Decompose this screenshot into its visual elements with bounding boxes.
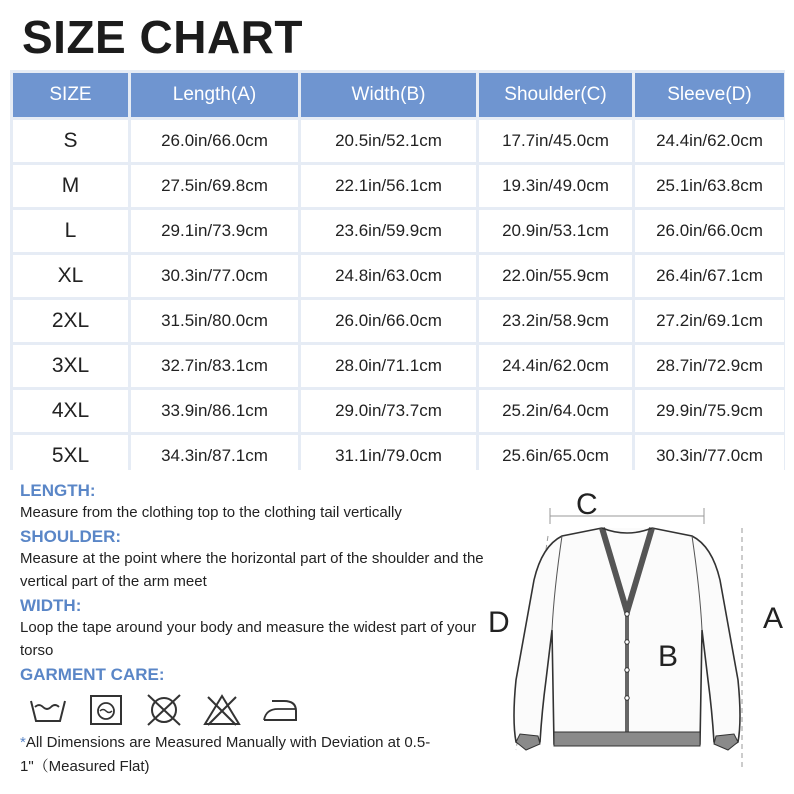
measurement-cell: 23.2in/58.9cm [479,300,632,342]
length-heading: LENGTH: [20,481,96,500]
measurement-cell: 27.2in/69.1cm [635,300,784,342]
header-size: SIZE [13,73,128,117]
table-row [13,390,784,432]
size-table [10,70,787,480]
size-table-container [10,70,785,470]
measurement-cell: 28.7in/72.9cm [635,345,784,387]
footnote-text: All Dimensions are Measured Manually with Deviation at 0.5-1"（Measured Flat) [20,734,431,775]
label-b: B [658,640,679,673]
cardigan-illustration [480,480,794,794]
measurement-cell: 22.0in/55.9cm [479,255,632,297]
size-cell: S [13,120,128,162]
measurement-cell: 29.9in/75.9cm [635,390,784,432]
cardigan-diagram [480,480,794,794]
header-length: Length(A) [131,73,298,117]
do-not-bleach-icon [202,693,242,727]
table-row [13,165,784,207]
size-cell: XL [13,255,128,297]
shoulder-description: Measure at the point where the horizontal part of the shoulder and the vertical part of the arm meet [20,550,484,590]
label-a: A [763,602,784,635]
measurement-cell: 26.0in/66.0cm [635,210,784,252]
size-cell: 2XL [13,300,128,342]
size-cell: L [13,210,128,252]
do-not-tumble-dry-icon [144,693,184,727]
size-cell: 4XL [13,390,128,432]
measurement-cell: 32.7in/83.1cm [131,345,298,387]
measurement-cell: 25.6in/65.0cm [479,435,632,477]
shoulder-heading: SHOULDER: [20,527,122,546]
measurement-cell: 25.1in/63.8cm [635,165,784,207]
table-row [13,120,784,162]
measurement-cell: 26.0in/66.0cm [301,300,476,342]
length-description: Measure from the clothing top to the clothing tail vertically [20,504,402,521]
label-c: C [576,488,598,521]
table-row [13,210,784,252]
measurement-cell: 34.3in/87.1cm [131,435,298,477]
footnote [20,731,490,779]
width-heading: WIDTH: [20,596,82,615]
hand-wash-icon [28,693,68,727]
table-row [13,345,784,387]
measurement-cell: 19.3in/49.0cm [479,165,632,207]
measurement-cell: 30.3in/77.0cm [131,255,298,297]
measurement-cell: 31.1in/79.0cm [301,435,476,477]
measurement-cell: 20.5in/52.1cm [301,120,476,162]
width-description: Loop the tape around your body and measure the widest part of your torso [20,619,477,659]
header-sleeve: Sleeve(D) [635,73,784,117]
size-cell: 3XL [13,345,128,387]
table-row [13,300,784,342]
care-icons-row [28,693,490,727]
measurement-cell: 28.0in/71.1cm [301,345,476,387]
measurement-cell: 29.1in/73.9cm [131,210,298,252]
footnote-star: * [20,734,26,751]
table-row [13,435,784,477]
measurement-cell: 24.8in/63.0cm [301,255,476,297]
size-cell: 5XL [13,435,128,477]
header-shoulder: Shoulder(C) [479,73,632,117]
measurement-cell: 22.1in/56.1cm [301,165,476,207]
measurement-cell: 17.7in/45.0cm [479,120,632,162]
table-header-row [13,73,784,117]
measurement-cell: 24.4in/62.0cm [635,120,784,162]
size-cell: M [13,165,128,207]
garment-care-heading: GARMENT CARE: [20,665,165,684]
header-width: Width(B) [301,73,476,117]
label-d: D [488,606,510,639]
iron-icon [260,693,300,727]
measurement-notes [20,478,490,779]
measurement-cell: 24.4in/62.0cm [479,345,632,387]
measurement-cell: 33.9in/86.1cm [131,390,298,432]
page-title: SIZE CHART [22,11,303,63]
measurement-cell: 26.0in/66.0cm [131,120,298,162]
measurement-cell: 27.5in/69.8cm [131,165,298,207]
measurement-cell: 29.0in/73.7cm [301,390,476,432]
table-row [13,255,784,297]
measurement-cell: 20.9in/53.1cm [479,210,632,252]
measurement-cell: 26.4in/67.1cm [635,255,784,297]
measurement-cell: 25.2in/64.0cm [479,390,632,432]
machine-wash-icon [86,693,126,727]
measurement-cell: 23.6in/59.9cm [301,210,476,252]
measurement-cell: 31.5in/80.0cm [131,300,298,342]
measurement-cell: 30.3in/77.0cm [635,435,784,477]
